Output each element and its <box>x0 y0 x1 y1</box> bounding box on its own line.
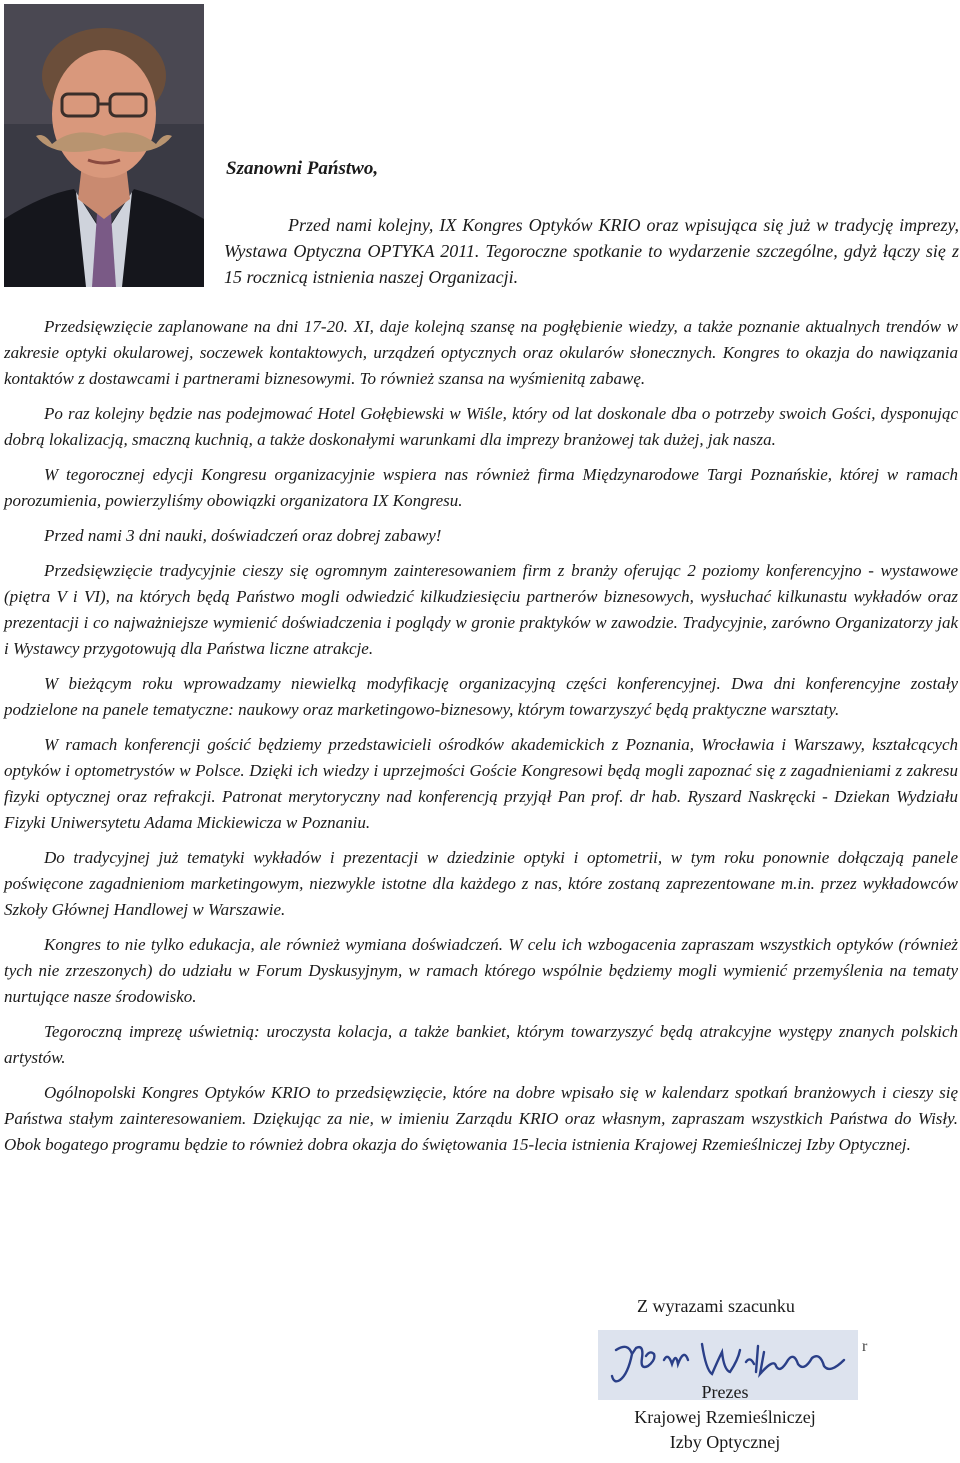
signatory-block <box>600 1380 850 1455</box>
intro-paragraph-block <box>224 212 959 290</box>
paragraph: Przedsięwzięcie zaplanowane na dni 17-20. XI, daje kolejną szansę na pogłębienie wiedzy, a także poznanie aktualnych trendów w zakresie optyki okularowej, soczewek kontaktowych, urządzeń optycznych oraz okularów słonecznych. Kongres to okazja do nawiązania kontaktów z dostawcami i partnerami biznesowymi. To również szansa na wyśmienitą zabawę. <box>4 317 958 388</box>
intro-paragraph: Przed nami kolejny, IX Kongres Optyków KRIO oraz wpisująca się już w tradycję imprezy, Wystawa Optyczna OPTYKA 2011. Tegoroczne spotkanie to wydarzenie szczególne, gdyż łączy się z 15 rocznicą istnienia naszej Organizacji. <box>224 215 959 287</box>
paragraph: W bieżącym roku wprowadzamy niewielką modyfikację organizacyjną części konferencyjnej. Dwa dni konferencyjne zostały podzielone na panele tematyczne: naukowy oraz marketingowo-biznesowy, którym towarzyszyć będą praktyczne warsztaty. <box>4 674 958 719</box>
closing-salutation: Z wyrazami szacunku <box>637 1296 795 1316</box>
paragraph: Po raz kolejny będzie nas podejmować Hotel Gołębiewski w Wiśle, który od lat doskonale dba o potrzeby swoich Gości, dysponując dobrą lokalizacją, smaczną kuchnią, a także doskonałymi warunkami dla imprezy branżowej tak dużej, jak nasza. <box>4 404 958 449</box>
paragraph: Ogólnopolski Kongres Optyków KRIO to przedsięwzięcie, które na dobre wpisało się w kalendarz spotkań branżowych i cieszy się Państwa stałym zainteresowaniem. Dziękując za nie, w imieniu Zarządu KRIO oraz własnym, zapraszam wszystkich Państwa do Wisły. Obok bogatego programu będzie to również dobra okazja do świętowania 15-lecia istnienia Krajowej Rzemieślniczej Izby Optycznej. <box>4 1083 958 1154</box>
paragraph: Przedsięwzięcie tradycyjnie cieszy się ogromnym zainteresowaniem firm z branży oferując 2 poziomy konferencyjno - wystawowe (piętra V i VI), na których będą Państwo mogli odwiedzić kilkudziesięciu partnerów biznesowych, wysłuchać kilkunastu wykładów oraz prezentacji i co najważniejsze wymienić doświadczenia i poglądy w gronie praktyków w zawodzie. Tradycyjnie, zarówno Organizatorzy jak i Wystawcy przygotowują dla Państwa liczne atrakcje. <box>4 561 958 658</box>
greeting: Szanowni Państwo, <box>226 158 379 179</box>
paragraph: W ramach konferencji gościć będziemy przedstawicieli ośrodków akademickich z Poznania, Wrocławia i Warszawy, kształcących optyków i optometrystów w Polsce. Dzięki ich wiedzy i uprzejmości Goście Kongresowi będą mogli zapoznać się z zagadnieniami z zakresu fizyki optycznej oraz refrakcji. Patronat merytoryczny nad konferencją przyjął Pan prof. dr hab. Ryszard Naskręcki - Dziekan Wydziału Fizyki Uniwersytetu Adama Mickiewicza w Poznaniu. <box>4 735 958 832</box>
portrait-photo <box>4 4 204 287</box>
paragraph: Kongres to nie tylko edukacja, ale również wymiana doświadczeń. W celu ich wzbogacenia zapraszam wszystkich optyków (również tych nie zrzeszonych) do udziału w Forum Dyskusyjnym, w ramach którego wspólnie będziemy mogli wymienić przemyślenia na tematy nurtujące nasze środowisko. <box>4 935 958 1006</box>
paragraph: W tegorocznej edycji Kongresu organizacyjnie wspiera nas również firma Międzynarodowe Targi Poznańskie, której w ramach porozumienia, powierzyliśmy obowiązki organizatora IX Kongresu. <box>4 465 958 510</box>
paragraph: Tegoroczną imprezę uświetnią: uroczysta kolacja, a także bankiet, którym towarzyszyć będą atrakcyjne występy znanych polskich artystów. <box>4 1022 958 1067</box>
signatory-organization-line1: Krajowej Rzemieślniczej <box>634 1407 816 1427</box>
paragraph: Do tradycyjnej już tematyki wykładów i prezentacji w dziedzinie optyki i optometrii, w tym roku ponownie dołączają panele poświęcone zagadnieniom marketingowym, niezwykle istotne dla każdego z nas, które zostaną zaprezentowane m.in. przez wykładowców Szkoły Głównej Handlowej w Warszawie. <box>4 848 958 919</box>
signature-mark: r <box>862 1338 868 1355</box>
signatory-organization-line2: Izby Optycznej <box>669 1432 781 1452</box>
letter-body <box>4 314 958 1167</box>
portrait-icon <box>4 4 204 287</box>
paragraph: Przed nami 3 dni nauki, doświadczeń oraz dobrej zabawy! <box>44 526 442 545</box>
signatory-title: Prezes <box>701 1382 749 1402</box>
